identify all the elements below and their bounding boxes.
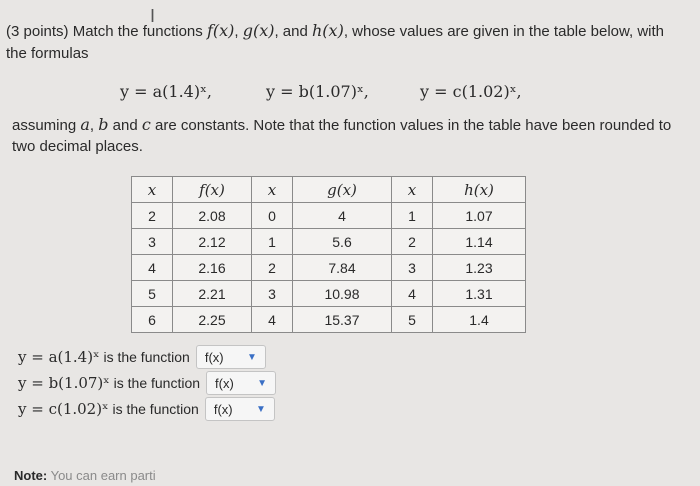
table-cell: 5 (392, 307, 433, 333)
note-line (14, 468, 156, 483)
table-cell: 1.07 (433, 203, 526, 229)
assume-after: are constants. Note that the function values in the table have been rounded to two decimal places. (12, 117, 672, 155)
table-cell: 2.12 (173, 229, 252, 255)
table-cell: 0 (252, 203, 293, 229)
formula-c: y = c(1.02)ˣ, (420, 82, 522, 101)
answer-formula-c: y = c(1.02)ˣ (18, 400, 109, 418)
answer-row-a (18, 344, 276, 370)
table-cell: 10.98 (293, 281, 392, 307)
text-cursor-icon: I (150, 6, 156, 26)
header-h: h(x) (433, 177, 526, 203)
const-c: c (141, 115, 151, 134)
chevron-down-icon: ▼ (246, 351, 257, 363)
const-a: a (80, 115, 90, 134)
h-symbol: h(x) (312, 21, 344, 40)
const-b: b (98, 115, 109, 134)
table-cell: 1.31 (433, 281, 526, 307)
table-cell: 15.37 (293, 307, 392, 333)
table-cell: 1.14 (433, 229, 526, 255)
chevron-down-icon: ▼ (257, 377, 268, 389)
table-cell: 2.21 (173, 281, 252, 307)
select-value-b: f(x) (215, 375, 234, 391)
table-row (132, 203, 526, 229)
table-cell: 5.6 (293, 229, 392, 255)
table-cell: 4 (293, 203, 392, 229)
table-row (132, 281, 526, 307)
function-select-c[interactable] (205, 397, 275, 421)
table-cell: 3 (392, 255, 433, 281)
values-table (131, 176, 526, 333)
table-row (132, 255, 526, 281)
table-cell: 4 (392, 281, 433, 307)
table-cell: 4 (252, 307, 293, 333)
table-cell: 1.23 (433, 255, 526, 281)
chevron-down-icon: ▼ (255, 403, 266, 415)
table-cell: 4 (132, 255, 173, 281)
intro-text-after: , whose values are given in the table below, with the formulas (6, 23, 665, 62)
answer-formula-b: y = b(1.07)ˣ (18, 374, 110, 392)
header-x-f: x (132, 177, 173, 203)
function-select-b[interactable] (206, 371, 276, 395)
select-value-c: f(x) (213, 401, 233, 417)
table-row (132, 229, 526, 255)
table-row (132, 307, 526, 333)
table-cell: 3 (252, 281, 293, 307)
values-table-wrapper (131, 176, 526, 333)
problem-intro (6, 20, 686, 65)
header-f: f(x) (173, 177, 252, 203)
header-x-g: x (252, 177, 293, 203)
formula-list (0, 78, 700, 108)
table-header-row (132, 177, 526, 203)
g-symbol: g(x) (242, 21, 275, 40)
header-x-h: x (392, 177, 433, 203)
assume-before: assuming (12, 117, 81, 134)
table-cell: 2.08 (173, 203, 252, 229)
note-label: Note: (14, 468, 48, 483)
note-text: You can earn parti (47, 468, 156, 483)
formula-a: y = a(1.4)ˣ, (120, 82, 212, 101)
table-cell: 3 (132, 229, 173, 255)
assume-mid: , (89, 117, 99, 134)
table-cell: 2 (132, 203, 173, 229)
intro-sep2: , and (274, 23, 312, 40)
answer-label-a: is the function (103, 349, 190, 365)
f-symbol: f(x) (206, 21, 235, 40)
table-cell: 1 (252, 229, 293, 255)
intro-text-before: (3 points) Match the functions (6, 23, 207, 40)
answer-row-b (18, 370, 276, 396)
table-cell: 2 (392, 229, 433, 255)
assume-and: and (108, 117, 142, 134)
assumption-text (12, 114, 692, 157)
table-cell: 2.16 (173, 255, 252, 281)
formula-b: y = b(1.07)ˣ, (266, 82, 369, 101)
table-cell: 2.25 (173, 307, 252, 333)
answer-label-b: is the function (113, 375, 201, 391)
table-cell: 7.84 (293, 255, 392, 281)
table-cell: 5 (132, 281, 173, 307)
table-cell: 2 (252, 255, 293, 281)
table-cell: 1 (392, 203, 433, 229)
intro-sep1: , (234, 23, 243, 40)
select-value-a: f(x) (204, 349, 224, 365)
answer-row-c (18, 396, 276, 422)
answer-section (18, 344, 276, 422)
table-cell: 1.4 (433, 307, 526, 333)
function-select-a[interactable] (196, 345, 266, 369)
table-cell: 6 (132, 307, 173, 333)
answer-formula-a: y = a(1.4)ˣ (18, 348, 100, 366)
header-g: g(x) (293, 177, 392, 203)
answer-label-c: is the function (112, 401, 199, 417)
